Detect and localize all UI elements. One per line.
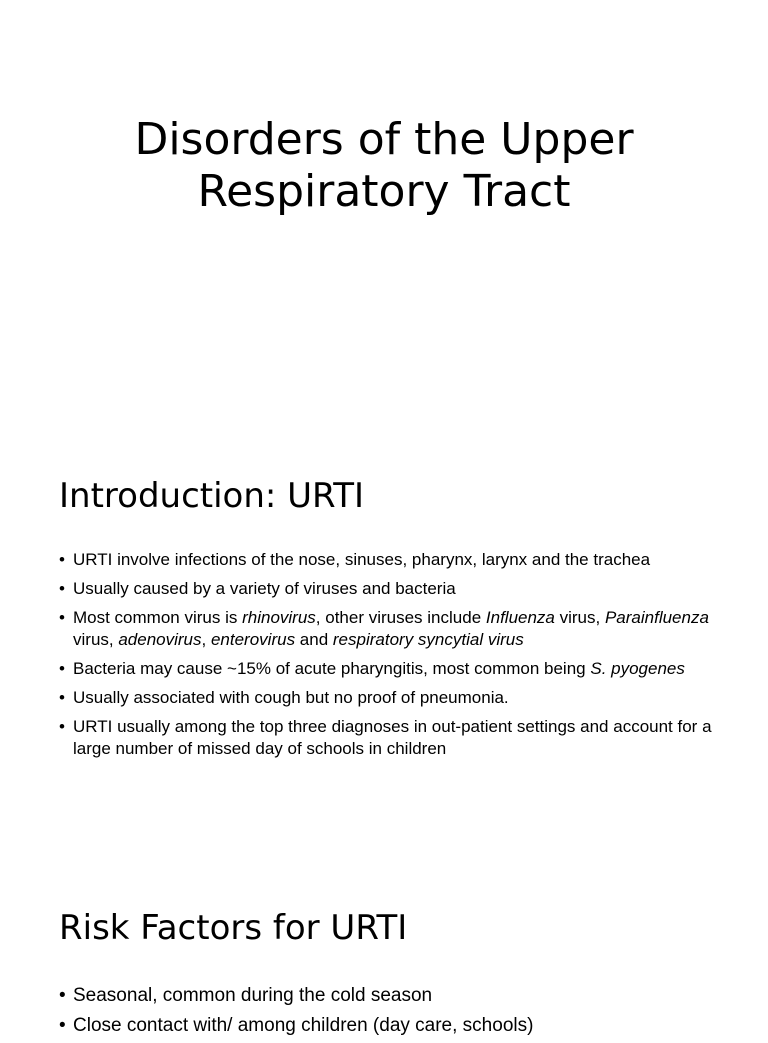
- bullet-text: Seasonal, common during the cold season: [73, 985, 433, 1006]
- bullet-icon: •: [59, 579, 65, 598]
- text-run: ,: [201, 630, 211, 649]
- list-item: [59, 716, 729, 760]
- bullet-text: Usually associated with cough but no proof of pneumonia.: [73, 688, 509, 707]
- list-item: [59, 549, 729, 571]
- introduction-bullet-list: [59, 549, 729, 767]
- italic-term: adenovirus: [118, 630, 202, 649]
- italic-term: Parainfluenza: [604, 608, 709, 627]
- introduction-heading: Introduction: URTI: [59, 476, 364, 516]
- risk-factors-heading: Risk Factors for URTI: [59, 908, 408, 948]
- bullet-icon: •: [59, 985, 66, 1006]
- bullet-text: [73, 608, 709, 649]
- bullet-icon: •: [59, 688, 65, 707]
- list-item: [59, 687, 729, 709]
- bullet-icon: •: [59, 717, 65, 736]
- risk-factors-bullet-list: [59, 983, 729, 1043]
- list-item: [59, 1013, 729, 1039]
- text-run: virus,: [554, 608, 605, 627]
- bullet-text: URTI involve infections of the nose, sinuses, pharynx, larynx and the trachea: [73, 550, 651, 569]
- bullet-icon: •: [59, 550, 65, 569]
- slide-title-line-1: Disorders of the Upper: [134, 114, 634, 165]
- list-item: [59, 607, 729, 651]
- slide-title-line-2: Respiratory Tract: [197, 166, 571, 217]
- text-run: Bacteria may cause ~15% of acute pharyngitis, most common being: [73, 659, 591, 678]
- italic-term: enterovirus: [210, 630, 296, 649]
- bullet-text: URTI usually among the top three diagnoses in out-patient settings and account for a large number of missed day of schools in children: [73, 717, 712, 758]
- italic-term: rhinovirus: [242, 608, 316, 627]
- text-run: Most common virus is: [73, 608, 243, 627]
- bullet-text: [73, 659, 685, 678]
- text-run: and: [295, 630, 333, 649]
- list-item: [59, 983, 729, 1009]
- italic-term: respiratory syncytial virus: [332, 630, 524, 649]
- bullet-icon: •: [59, 1015, 66, 1036]
- bullet-icon: •: [59, 659, 65, 678]
- italic-term: S. pyogenes: [590, 659, 685, 678]
- text-run: virus,: [73, 630, 119, 649]
- bullet-text: Usually caused by a variety of viruses and bacteria: [73, 579, 456, 598]
- text-run: , other viruses include: [315, 608, 486, 627]
- italic-term: Influenza: [485, 608, 555, 627]
- list-item: [59, 578, 729, 600]
- slide-title: [0, 114, 768, 218]
- bullet-text: Close contact with/ among children (day care, schools): [73, 1015, 534, 1036]
- bullet-icon: •: [59, 608, 65, 627]
- list-item: [59, 658, 729, 680]
